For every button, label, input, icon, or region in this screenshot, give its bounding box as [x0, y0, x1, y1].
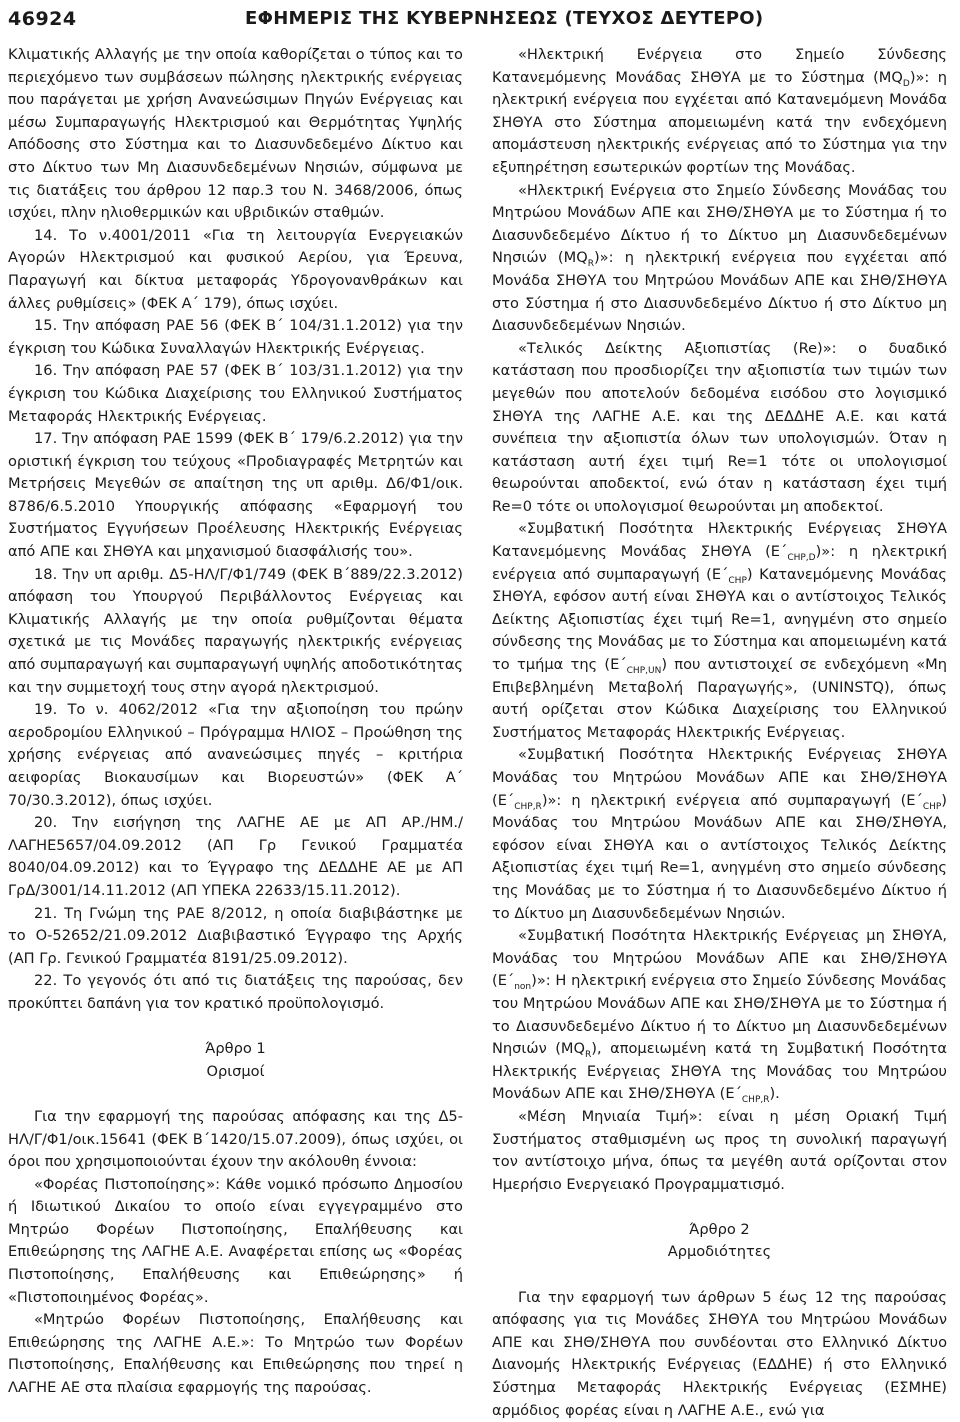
paragraph: Για την εφαρμογή της παρούσας απόφασης και της Δ5-ΗΛ/Γ/Φ1/οικ.15641 (ΦΕΚ Β΄1420/15.07.2009), όπως ισχύει, οι όροι που χρησιμοποιούνται έχουν την ακόλουθη έννοια: [8, 1107, 463, 1171]
journal-title: ΕΦΗΜΕΡΙΣ ΤΗΣ ΚΥΒΕΡΝΗΣΕΩΣ (ΤΕΥΧΟΣ ΔΕΥΤΕΡΟ) [245, 8, 764, 29]
paragraph: «Μέση Μηνιαία Τιμή»: είναι η μέση Οριακή Τιμή Συστήματος σταθμισμένη ως προς τη συνολική παραγωγή τον αντίστοιχο μήνα, όπως τα μεγέθη αυτά ορίζονται στον Ημερήσιο Ενεργειακό Προγραμματισμό. [492, 1107, 947, 1193]
article-1-title: Άρθρο 1 [205, 1040, 266, 1058]
paragraph: 15. Την απόφαση ΡΑΕ 56 (ΦΕΚ Β΄ 104/31.1.2012) για την έγκριση του Κώδικα Συναλλαγών Ηλεκτρικής Ενέργειας. [8, 317, 463, 357]
article-2-title: Άρθρο 2 [689, 1220, 750, 1238]
paragraph: «Συμβατική Ποσότητα Ηλεκτρικής Ενέργειας ΣΗΘΥΑ Μονάδας του Μητρώου Μονάδων ΑΠΕ και ΣΗΘ/ΣΗΘΥΑ $(E΄_{CHP,R})$»: η ηλεκτρική ενέργεια από συμπαραγωγή $(E΄_{CHP})$ Μονάδας του Μητρώου Μονάδων ΑΠΕ και ΣΗΘ/ΣΗΘΥΑ, εφόσον είναι ΣΗΘΥΑ και ο αντίστοιχος Τελικός Δείκτης Αξιοπιστίας έχει τιμή Re=1, ανηγμένη στο σημείο σύνδεσης της Μονάδας με το Σύστημα ή το Διασυνδεδεμένο Δίκτυο ή το Δίκτυο μη Διασυνδεδεμένων Νησιών. [492, 746, 947, 922]
paragraph: 19. Το ν. 4062/2012 «Για την αξιοποίηση του πρώην αεροδρομίου Ελληνικού – Πρόγραμμα ΗΛΙΟΣ – Προώθηση της χρήσης ενέργειας από ανανεώσιμες πηγές – κριτήρια αειφορίας Βιοκαυσίμων και Βιορευστών» (ΦΕΚ Α΄ 70/30.3.2012), όπως ισχύει. [8, 701, 463, 809]
paragraph: 21. Τη Γνώμη της ΡΑΕ 8/2012, η οποία διαβιβάστηκε με το Ο-52652/21.09.2012 Διαβιβαστικό Έγγραφο της Αρχής (ΑΠ Γρ. Γενικού Γραμματέα 8191/25.09.2012). [8, 904, 463, 967]
paragraph: «Τελικός Δείκτης Αξιοπιστίας (Re)»: ο δυαδικό κατάσταση που προσδιορίζει την αξιοπιστία των τιμών των μεγεθών που αποτελούν δεδομένα εισόδου στο λογισμικό ΣΗΘΥΑ της ΛΑΓΗΕ Α.Ε. και της ΔΕΔΔΗΕ Α.Ε. και κατά συνέπεια την αξιοπιστία όλων των υπολογισμών. Όταν η κατάσταση αυτή έχει τιμή Re=1 τότε οι υπολογισμοί θεωρούνται αποδεκτοί, ενώ όταν η κατάσταση έχει τιμή Re=0 τότε οι υπολογισμοί θεωρούνται μη αποδεκτοί. [492, 339, 947, 515]
paragraph: «Συμβατική Ποσότητα Ηλεκτρικής Ενέργειας ΣΗΘΥΑ Κατανεμόμενης Μονάδας ΣΗΘΥΑ $(E΄_{CHP,D})$»: η ηλεκτρική ενέργεια από συμπαραγωγή $(E΄_{CHP})$ Κατανεμόμενης Μονάδας ΣΗΘΥΑ, εφόσον αυτή είναι ΣΗΘΥΑ και ο αντίστοιχος Τελικός Δείκτης Αξιοπιστίας έχει τιμή Re=1, ανηγμένη στο σημείο σύνδεσης της Μονάδας με το Σύστημα και απομειωμένη κατά το τμήμα της $(E΄_{CHP,UN})$ που αντιστοιχεί σε ενδεχόμενη «Μη Επιβεβλημένη Μεταβολή Παραγωγής», (UNINSTQ), όπως αυτή ορίζεται στον Κώδικα Διαχείρισης του Ελληνικού Συστήματος Μεταφοράς Ηλεκτρικής Ενέργειας. [492, 520, 948, 741]
article-2-subtitle: Αρμοδιότητες [667, 1243, 772, 1261]
paragraph: 17. Την απόφαση ΡΑΕ 1599 (ΦΕΚ Β΄ 179/6.2.2012) για την οριστική έγκριση του τεύχους «Προδιαγραφές Μετρητών και Μετρήσεις Μεγεθών σε απαίτηση της υπ αριθμ. Δ6/Φ1/οικ. 8786/6.5.2010 Υπουργικής απόφασης «Εφαρμογή του Συστήματος Εγγυήσεων Προέλευσης Ηλεκτρικής Ενέργειας από ΑΠΕ και ΣΗΘΥΑ και μηχανισμού διασφάλισής του». [8, 430, 463, 561]
paragraph: Κλιματικής Αλλαγής με την οποία καθορίζεται ο τύπος και το περιεχόμενο των συμβάσεων πώλησης ηλεκτρικής ενέργειας που παράγεται με χρήση Ανανεώσιμων Πηγών Ενέργειας και μέσω Συμπαραγωγής Ηλεκτρισμού και Θερμότητας Υψηλής Απόδοσης στο Σύστημα και το Διασυνδεδεμένο Δίκτυο και στο Δίκτυο των Μη Διασυνδεδεμένων Νησιών, σύμφωνα με τις διατάξεις του άρθρου 12 παρ.3 του Ν. 3468/2006, όπως ισχύει, πλην ηλιοθερμικών και υβριδικών σταθμών. [8, 46, 463, 222]
paragraph: «Συμβατική Ποσότητα Ηλεκτρικής Ενέργειας μη ΣΗΘΥΑ, Μονάδας του Μητρώου Μονάδων ΑΠΕ και ΣΗΘ/ΣΗΘΥΑ $(E΄_{non})$»: Η ηλεκτρική ενέργεια στο Σημείο Σύνδεσης Μονάδας του Μητρώου Μονάδων ΑΠΕ και ΣΗΘ/ΣΗΘΥΑ με το Σύστημα ή το Διασυνδεδεμένο Δίκτυο ή το Δίκτυο μη Διασυνδεδεμένων Νησιών $(MQ_R)$, απομειωμένη κατά τη Συμβατική Ποσότητα Ηλεκτρικής Ενέργειας ΣΗΘΥΑ της Μονάδας του Μητρώου Μονάδων ΑΠΕ και ΣΗΘ/ΣΗΘΥΑ $(E΄_{CHP,R})$. [492, 927, 947, 1106]
paragraph: 18. Την υπ αριθμ. Δ5-ΗΛ/Γ/Φ1/749 (ΦΕΚ Β΄889/22.3.2012) απόφαση του Υπουργού Περιβάλλοντος Ενέργειας και Κλιματικής Αλλαγής με την οποία ρυθμίζονται θέματα σχετικά με τις Μονάδες παραγωγής ηλεκτρικής ενέργειας από συμπαραγωγή και συμπαραγωγή υψηλής αποδοτικότητας και την συμμετοχή τους στην αγορά ηλεκτρισμού. [8, 565, 463, 696]
page-header [0, 0, 960, 40]
paragraph: 16. Την απόφαση ΡΑΕ 57 (ΦΕΚ Β΄ 103/31.1.2012) για την έγκριση του Κώδικα Διαχείρισης του Ελληνικού Συστήματος Μεταφοράς Ηλεκτρικής Ενέργειας. [8, 362, 463, 425]
paragraph: «Ηλεκτρική Ενέργεια στο Σημείο Σύνδεσης Κατανεμόμενης Μονάδας ΣΗΘΥΑ με το Σύστημα $(MQ_D)$»: η ηλεκτρική ενέργεια που εγχέεται από Κατανεμόμενη Μονάδα ΣΗΘΥΑ στο Σύστημα απομειωμένη κατά την ενδεχόμενη απομάστευση ηλεκτρικής ενέργειας από το Σύστημα για την εξυπηρέτηση εσωτερικών φορτίων της Μονάδας. [492, 46, 947, 176]
page-number: 46924 [8, 8, 77, 30]
left-column [8, 44, 463, 1400]
paragraph: «Μητρώο Φορέων Πιστοποίησης, Επαλήθευσης και Επιθεώρησης της ΛΑΓΗΕ Α.Ε.»: Το Μητρώο των Φορέων Πιστοποίησης, Επαλήθευσης και Επιθεώρησης που τηρεί η ΛΑΓΗΕ ΑΕ στα πλαίσια εφαρμογής της παρούσας. [8, 1311, 463, 1397]
right-column [492, 44, 947, 1422]
article-1-subtitle: Ορισμοί [206, 1062, 265, 1080]
paragraph: Για την εφαρμογή των άρθρων 5 έως 12 της παρούσας απόφασης για τις Μονάδες ΣΗΘΥΑ του Μητρώου Μονάδων ΑΠΕ και ΣΗΘ/ΣΗΘΥΑ που συνδέονται στο Ελληνικό Δίκτυο Διανομής Ηλεκτρικής Ενέργειας (ΕΔΔΗΕ) ή στο Ελληνικό Σύστημα Μεταφοράς Ηλεκτρικής Ενέργειας (ΕΣΜΗΕ) αρμόδιος φορέας είναι η ΛΑΓΗΕ Α.Ε., ενώ για [492, 1288, 947, 1419]
paragraph: 22. Το γεγονός ότι από τις διατάξεις της παρούσας, δεν προκύπτει δαπάνη για τον κρατικό προϋπολογισμό. [8, 972, 463, 1012]
paragraph: 20. Την εισήγηση της ΛΑΓΗΕ ΑΕ με ΑΠ ΑΡ./ΗΜ./ ΛΑΓΗΕ5657/04.09.2012 (ΑΠ Γρ Γενικού Γραμματέα 8040/04.09.2012) και το Έγγραφο της ΔΕΔΔΗΕ ΑΕ με ΑΠ ΓρΔ/3001/14.11.2012 (ΑΠ ΥΠΕΚΑ 22633/15.11.2012). [8, 814, 463, 899]
paragraph: 14. Το ν.4001/2011 «Για τη λειτουργία Ενεργειακών Αγορών Ηλεκτρισμού και φυσικού Αερίου, για Έρευνα, Παραγωγή και δίκτυα μεταφοράς Υδρογονανθράκων και άλλες ρυθμίσεις» (ΦΕΚ Α΄ 179), όπως ισχύει. [8, 226, 463, 312]
paragraph: «Ηλεκτρική Ενέργεια στο Σημείο Σύνδεσης Μονάδας του Μητρώου Μονάδων ΑΠΕ και ΣΗΘ/ΣΗΘΥΑ με το Σύστημα ή το Διασυνδεδεμένο Δίκτυο ή το Δίκτυο μη Διασυνδεδεμένων Νησιών $(MQ_R)$»: η ηλεκτρική ενέργεια που εγχέεται από Μονάδα ΣΗΘΥΑ του Μητρώου Μονάδων ΑΠΕ και ΣΗΘ/ΣΗΘΥΑ στο Σύστημα ή στο Διασυνδεδεμένο Δίκτυο ή στο Δίκτυο μη Διασυνδεδεμένων Νησιών. [492, 181, 947, 335]
paragraph: «Φορέας Πιστοποίησης»: Κάθε νομικό πρόσωπο Δημοσίου ή Ιδιωτικού Δικαίου το οποίο είναι εγγεγραμμένο στο Μητρώο Φορέων Πιστοποίησης, Επαλήθευσης και Επιθεώρησης της ΛΑΓΗΕ Α.Ε. Αναφέρεται επίσης ως «Φορέας Πιστοποίησης, Επαλήθευσης και Επιθεώρησης» ή «Πιστοποιημένος Φορέας». [8, 1175, 463, 1306]
